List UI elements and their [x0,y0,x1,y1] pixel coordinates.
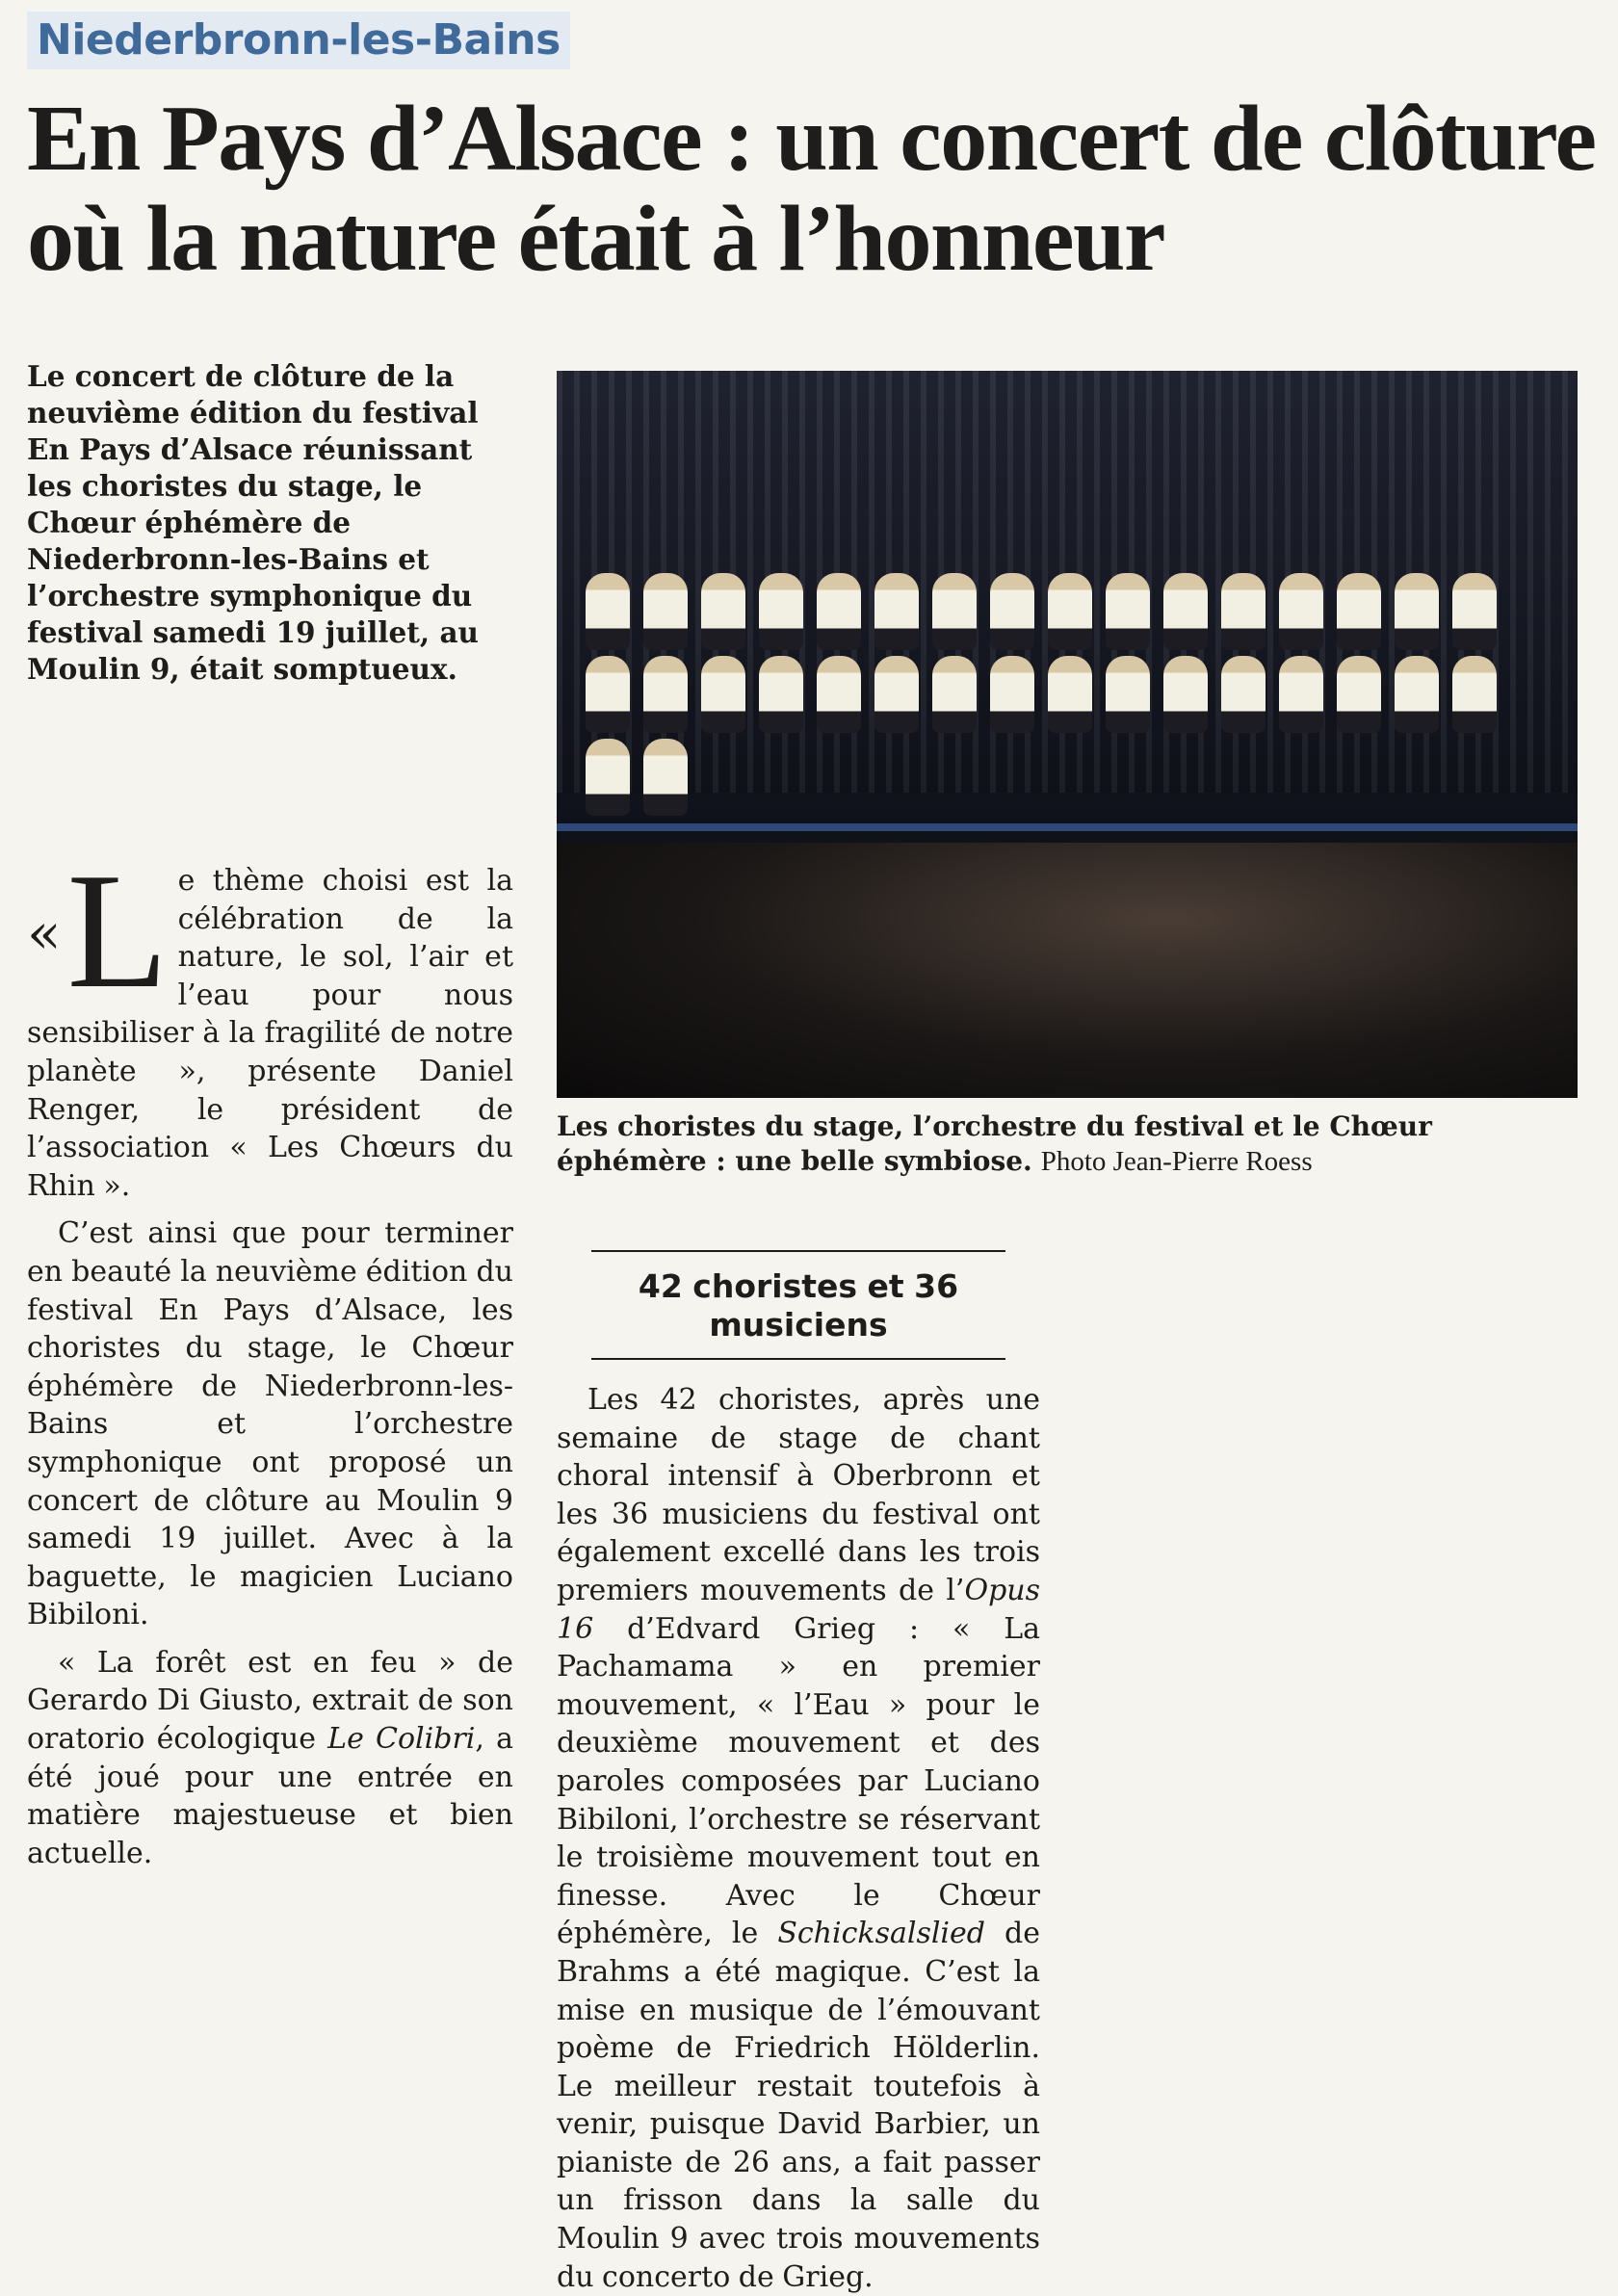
photo-caption [557,1109,1582,1179]
orchestra-area [557,843,1578,1098]
caption-text: Les choristes du stage, l’orchestre du festival et le Chœur éphémère : une belle symbiose. [557,1110,1432,1177]
opening-paragraph [27,840,513,1205]
work-title: Schicksalslied [777,1917,985,1951]
body-paragraph: Les 42 choristes, après une semaine de stage de chant choral intensif à Oberbronn et les 36 musiciens du festival ont également excellé dans les trois premiers mouvements de l’Opus 16 d’Edvard Grieg : « La Pachamama » en premier mouvement, « l’Eau » pour le deuxième mouvement et des paroles composées par Luciano Bibiloni, l’orchestre se réservant le troisième mouvement tout en finesse. Avec le Chœur éphémère, le Schicksalslied de Brahms a été magique. C’est la mise en musique de l’émouvant poème de Friedrich Hölderlin. Le meilleur restait toutefois à venir, puisque David Barbier, un pianiste de 26 ans, a fait passer un frisson dans la salle du Moulin 9 avec trois mouvements du concerto de Grieg. [557,1383,1040,2294]
work-title: Opus 16 [557,1573,1040,1646]
choir-group [586,573,1549,823]
continued-text: , a été joué pour une entrée en matière majestueuse et bien actuelle. [27,1722,513,1870]
concert-photo [557,371,1578,1098]
work-title: Le Colibri [327,1722,476,1757]
body-paragraph: « La forêt est en feu » de Gerardo Di Giusto, extrait de son oratorio écologique Le Colibri, a été joué pour une entrée en matière majestueuse et bien actuelle. [27,1645,513,1870]
open-quote-mark: « [27,900,62,966]
body-paragraph: C’est ainsi que pour terminer en beauté la neuvième édition du festival En Pays d’Alsace, les choristes du stage, le Chœur éphémère de Niederbronn-les-Bains et l’orchestre symphonique ont proposé un concert de clôture au Moulin 9 samedi 19 juillet. Avec à la baguette, le magicien Luciano Bibiloni. [27,1216,513,1632]
article-column-2 [557,1235,1040,2296]
stage-edge [557,823,1578,831]
opening-text: e thème choisi est la célébration de la nature, le sol, l’air et l’eau pour nous sensibiliser à la fragilité de notre planète », présente Daniel Renger, le président de l’association « Les Chœurs du Rhin ». [27,864,513,1203]
photo-credit: Photo Jean-Pierre Roess [1040,1146,1313,1177]
drop-cap: L [66,840,169,1023]
lead-paragraph: Le concert de clôture de la neuvième édition du festival En Pays d’Alsace réunissant les choristes du stage, le Chœur éphémère de Niederbronn-les-Bains et l’orchestre symphonique du festival samedi 19 juillet, au Moulin 9, était somptueux. [27,359,480,686]
headline: En Pays d’Alsace : un concert de clôture où la nature était à l’honneur [27,87,1596,291]
section-kicker: Niederbronn-les-Bains [27,12,570,69]
intertitle: 42 choristes et 36 musiciens [591,1250,1005,1360]
continued-text: d’Edvard Grieg : « La Pachamama » en premier mouvement, « l’Eau » pour le deuxième mouvement et des paroles composées par Luciano Bibiloni, l’orchestre se réservant le troisième mouvement tout en finesse. Avec le Chœur éphémère, le [557,1611,1040,1951]
article-column-1 [27,840,513,1872]
continued-text: de Brahms a été magique. C’est la mise en musique de l’émouvant poème de Friedrich Hölderlin. Le meilleur restait toutefois à venir, puisque David Barbier, un pianiste de 26 ans, a fait passer un frisson dans la salle du Moulin 9 avec trois mouvements du concerto de Grieg. [557,1917,1040,2294]
